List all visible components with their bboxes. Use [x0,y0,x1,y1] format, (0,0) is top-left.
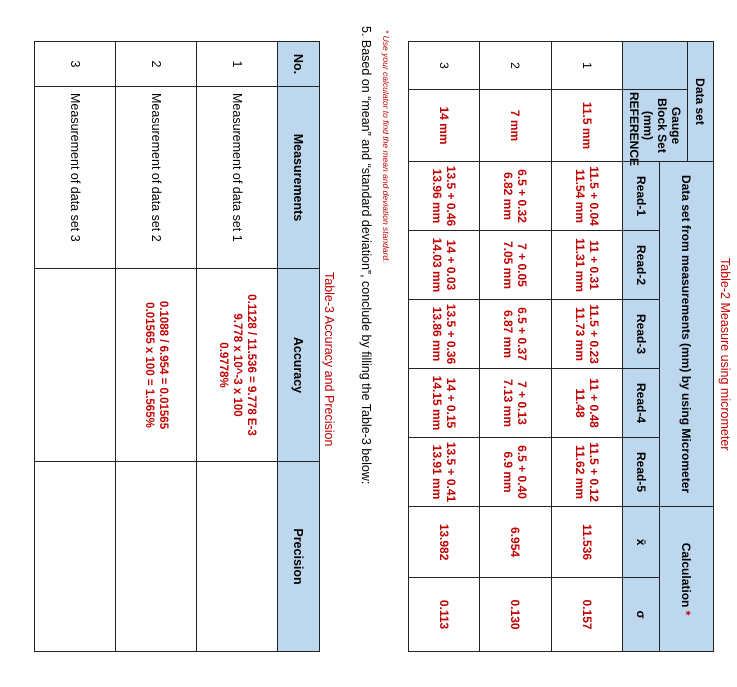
read-value: 11.5 + 0.04 11.54 mm [552,162,623,231]
mean-header: x̄ [623,507,660,578]
calculation-header: Calculation * [660,507,714,652]
accuracy-value[interactable] [197,269,278,462]
read-value: 11 + 0.48 11.48 [552,369,623,438]
accuracy-value[interactable] [35,269,116,462]
read-value: 7 + 0.05 7.05 mm [480,231,552,300]
read-value: 13.5 + 0.36 13.86 mm [409,300,480,369]
table-row [116,42,197,652]
table-row [480,42,552,652]
row-number: 2 [116,42,197,87]
accuracy-line: 0.01565 x 100 = 1.565% [143,302,155,428]
measurements-group-header: Data set from measurements (mm) by using Micrometer [660,162,714,507]
no-header: No. [278,42,320,87]
table-row [197,42,278,652]
row-number: 3 [35,42,116,87]
mean-value: 6.954 [480,507,552,578]
sigma-header: σ [623,578,660,652]
read-value: 14 + 0.03 14.03 mm [409,231,480,300]
sigma-value: 0.113 [409,578,480,652]
micrometer-measurement-table [408,41,714,652]
accuracy-line: 0.9778% [217,342,229,388]
reference-value: 14 mm [409,90,480,162]
precision-value[interactable] [35,462,116,652]
read-1-header: Read-1 [623,162,660,231]
accuracy-line: 0.1128 / 11.536 = 9.778 E-3 [245,294,257,436]
read-value: 13.5 + 0.41 13.91 mm [409,438,480,507]
row-number: 3 [409,42,480,90]
table-row [35,42,116,652]
table-row [409,42,480,652]
precision-value[interactable] [116,462,197,652]
reference-value: 7 mm [480,90,552,162]
table3-caption: Table-3 Accuracy and Precision [322,272,336,447]
table-row [552,42,623,652]
read-value: 6.5 + 0.40 6.9 mm [480,438,552,507]
read-value: 11.5 + 0.23 11.73 mm [552,300,623,369]
accuracy-header: Accuracy [278,269,320,462]
mean-value: 13.982 [409,507,480,578]
accuracy-value[interactable] [116,269,197,462]
measurement-label: Measurement of data set 3 [35,87,116,269]
row-number-header [623,42,688,90]
sigma-value: 0.157 [552,578,623,652]
reference-value: 11.5 mm [552,90,623,162]
accuracy-line: 9.778 x 10^-3 x 100 [231,313,243,417]
gauge-block-header: Gauge Block Set (mm) REFERENCE [623,90,688,162]
table2-caption: Table-2 Measure using micrometer [718,258,732,451]
read-value: 13.5 + 0.46 13.96 mm [409,162,480,231]
read-4-header: Read-4 [623,369,660,438]
accuracy-line: 0.1088 / 6.954 = 0.01565 [157,300,169,430]
precision-header: Precision [278,462,320,652]
measurement-label: Measurement of data set 1 [197,87,278,269]
measurements-header: Measurements [278,87,320,269]
read-3-header: Read-3 [623,300,660,369]
mean-value: 11.536 [552,507,623,578]
read-value: 11 + 0.31 11.31 mm [552,231,623,300]
row-number: 1 [197,42,278,87]
accuracy-precision-table [34,41,320,652]
read-value: 6.5 + 0.32 6.82 mm [480,162,552,231]
read-5-header: Read-5 [623,438,660,507]
read-value: 6.5 + 0.37 6.87 mm [480,300,552,369]
row-number: 1 [552,42,623,90]
read-value: 11.5 + 0.12 11.62 mm [552,438,623,507]
read-2-header: Read-2 [623,231,660,300]
precision-value[interactable] [197,462,278,652]
calculator-note: * Use your calculator to find the mean and deviation standard. [381,30,391,263]
read-value: 7 + 0.13 7.13 mm [480,369,552,438]
required-star: * [679,610,694,616]
instruction-text: 5. Based on “mean” and “standard deviation”, conclude by filling the Table-3 below: [359,26,373,485]
sigma-value: 0.130 [480,578,552,652]
row-number: 2 [480,42,552,90]
read-value: 14 + 0.15 14.15 mm [409,369,480,438]
measurement-label: Measurement of data set 2 [116,87,197,269]
data-set-header: Data set [688,42,714,162]
